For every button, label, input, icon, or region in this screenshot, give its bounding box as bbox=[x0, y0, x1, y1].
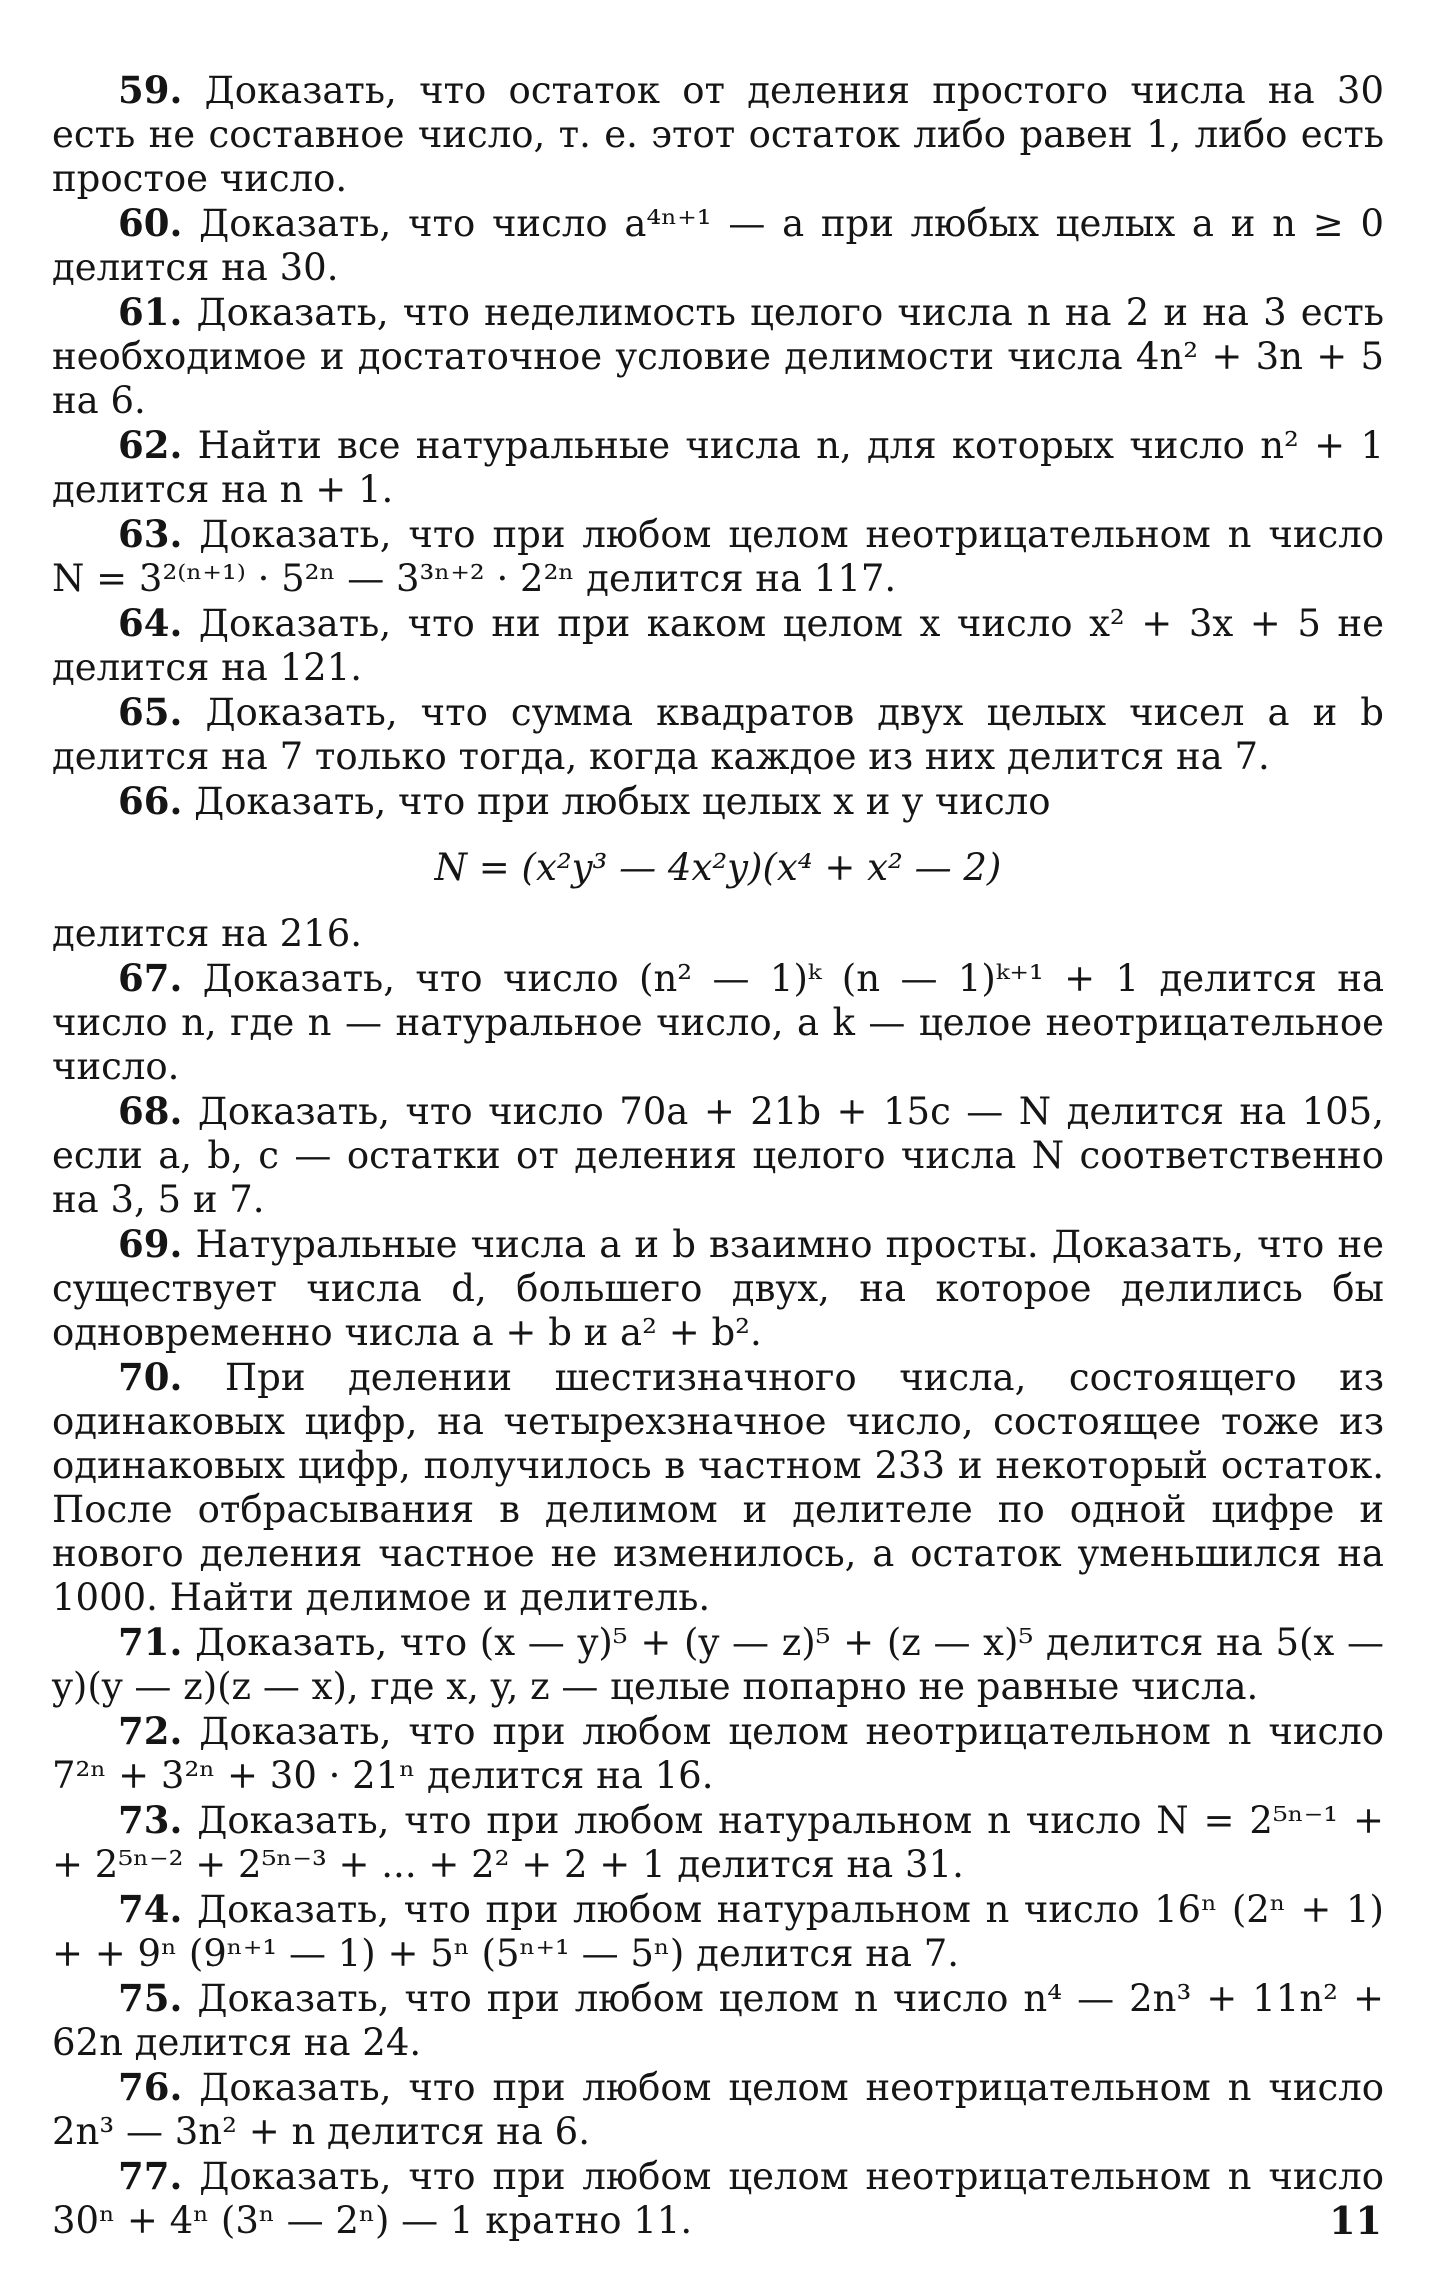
problem-text: Доказать, что при любом целом неотрицательном n число 7²ⁿ + 3²ⁿ + 30 · 21ⁿ делится на 16. bbox=[52, 1710, 1385, 1797]
problem-text: Доказать, что сумма квадратов двух целых чисел a и b делится на 7 только тогда, когда каждое из них делится на 7. bbox=[52, 691, 1384, 778]
problem-text: Доказать, что при любом натуральном n число 16ⁿ (2ⁿ + 1) + + 9ⁿ (9ⁿ⁺¹ — 1) + 5ⁿ (5ⁿ⁺¹ — 5ⁿ) делится на 7. bbox=[52, 1888, 1384, 1975]
problem-text: Доказать, что при любом целом n число n⁴ — 2n³ + 11n² + 62n делится на 24. bbox=[52, 1977, 1384, 2064]
problem-text: Доказать, что при любом целом неотрицательном n число 30ⁿ + 4ⁿ (3ⁿ — 2ⁿ) — 1 кратно 11. bbox=[52, 2155, 1385, 2242]
problem-64 bbox=[52, 601, 1384, 690]
problem-61 bbox=[52, 290, 1384, 423]
problem-number: 72. bbox=[118, 1709, 183, 1753]
problem-number: 76. bbox=[118, 2065, 183, 2109]
problem-number: 74. bbox=[118, 1887, 183, 1931]
problem-number: 73. bbox=[118, 1798, 183, 1842]
problem-number: 77. bbox=[118, 2154, 183, 2198]
problem-number: 71. bbox=[118, 1620, 183, 1664]
problem-text: Найти все натуральные числа n, для которых число n² + 1 делится на n + 1. bbox=[52, 424, 1384, 511]
problem-number: 61. bbox=[118, 290, 183, 334]
problem-74 bbox=[52, 1887, 1384, 1976]
problem-76 bbox=[52, 2065, 1384, 2154]
problem-text: Доказать, что неделимость целого числа n на 2 и на 3 есть необходимое и достаточное условие делимости числа 4n² + 3n + 5 на 6. bbox=[52, 291, 1384, 422]
problem-number: 68. bbox=[118, 1089, 183, 1133]
problem-text: Доказать, что (x — y)⁵ + (y — z)⁵ + (z — x)⁵ делится на 5(x — y)(y — z)(z — x), где x, y, z — целые попарно не равные числа. bbox=[52, 1621, 1384, 1708]
problem-69 bbox=[52, 1222, 1384, 1355]
problem-text: Доказать, что при любом целом неотрицательном n число 2n³ — 3n² + n делится на 6. bbox=[52, 2066, 1385, 2153]
problem-73 bbox=[52, 1798, 1384, 1887]
problem-77 bbox=[52, 2154, 1384, 2243]
problem-text: Доказать, что остаток от деления простого числа на 30 есть не составное число, т. е. этот остаток либо равен 1, либо есть простое число. bbox=[52, 69, 1385, 200]
problem-number: 69. bbox=[118, 1222, 183, 1266]
problem-text: Доказать, что число 70a + 21b + 15c — N делится на 105, если a, b, c — остатки от деления целого числа N соответственно на 3, 5 и 7. bbox=[52, 1090, 1384, 1221]
problem-text: Доказать, что при любых целых x и y число bbox=[194, 780, 1051, 823]
problem-60 bbox=[52, 201, 1384, 290]
problem-71 bbox=[52, 1620, 1384, 1709]
problem-72 bbox=[52, 1709, 1384, 1798]
problem-70 bbox=[52, 1355, 1384, 1620]
problem-text: Доказать, что при любом натуральном n число N = 2⁵ⁿ⁻¹ + + 2⁵ⁿ⁻² + 2⁵ⁿ⁻³ + ... + 2² + 2 + 1 делится на 31. bbox=[52, 1799, 1385, 1886]
problem-number: 63. bbox=[118, 512, 183, 556]
problem-number: 75. bbox=[118, 1976, 183, 2020]
problem-text: Доказать, что число a⁴ⁿ⁺¹ — a при любых целых a и n ≥ 0 делится на 30. bbox=[52, 202, 1384, 289]
problem-text: При делении шестизначного числа, состоящего из одинаковых цифр, на четырехзначное число, состоящее тоже из одинаковых цифр, получилось в частном 233 и некоторый остаток. После отбрасывания в делимом и делителе по одной цифре и нового деления частное не изменилось, а остаток уменьшился на 1000. Найти делимое и делитель. bbox=[52, 1356, 1384, 1619]
page-number: 11 bbox=[1329, 2198, 1382, 2243]
problem-number: 60. bbox=[118, 201, 183, 245]
problem-number: 65. bbox=[118, 690, 183, 734]
problem-68 bbox=[52, 1089, 1384, 1222]
problem-text: Доказать, что при любом целом неотрицательном n число N = 3²⁽ⁿ⁺¹⁾ · 5²ⁿ — 3³ⁿ⁺² · 2²ⁿ делится на 117. bbox=[52, 513, 1385, 600]
problem-number: 67. bbox=[118, 956, 183, 1000]
problem-63 bbox=[52, 512, 1384, 601]
problem-number: 66. bbox=[118, 779, 183, 823]
problem-66-formula: N = (x²y³ — 4x²y)(x⁴ + x² — 2) bbox=[434, 846, 1002, 889]
problem-text: Доказать, что число (n² — 1)ᵏ (n — 1)ᵏ⁺¹ + 1 делится на число n, где n — натуральное число, а k — целое неотрицательное число. bbox=[52, 957, 1384, 1088]
problem-66-continuation: делится на 216. bbox=[52, 912, 363, 955]
problem-number: 64. bbox=[118, 601, 183, 645]
problem-65 bbox=[52, 690, 1384, 779]
problem-59 bbox=[52, 68, 1384, 201]
problem-number: 62. bbox=[118, 423, 183, 467]
problem-number: 70. bbox=[118, 1355, 183, 1399]
problem-text: Доказать, что ни при каком целом x число x² + 3x + 5 не делится на 121. bbox=[52, 602, 1384, 689]
problem-75 bbox=[52, 1976, 1384, 2065]
problem-66 bbox=[52, 779, 1384, 824]
problem-62 bbox=[52, 423, 1384, 512]
problem-67 bbox=[52, 956, 1384, 1089]
problem-text: Натуральные числа a и b взаимно просты. Доказать, что не существует числа d, большего двух, на которое делились бы одновременно числа a + b и a² + b². bbox=[52, 1223, 1385, 1354]
problem-number: 59. bbox=[118, 68, 183, 112]
problem-list bbox=[52, 68, 1384, 2243]
